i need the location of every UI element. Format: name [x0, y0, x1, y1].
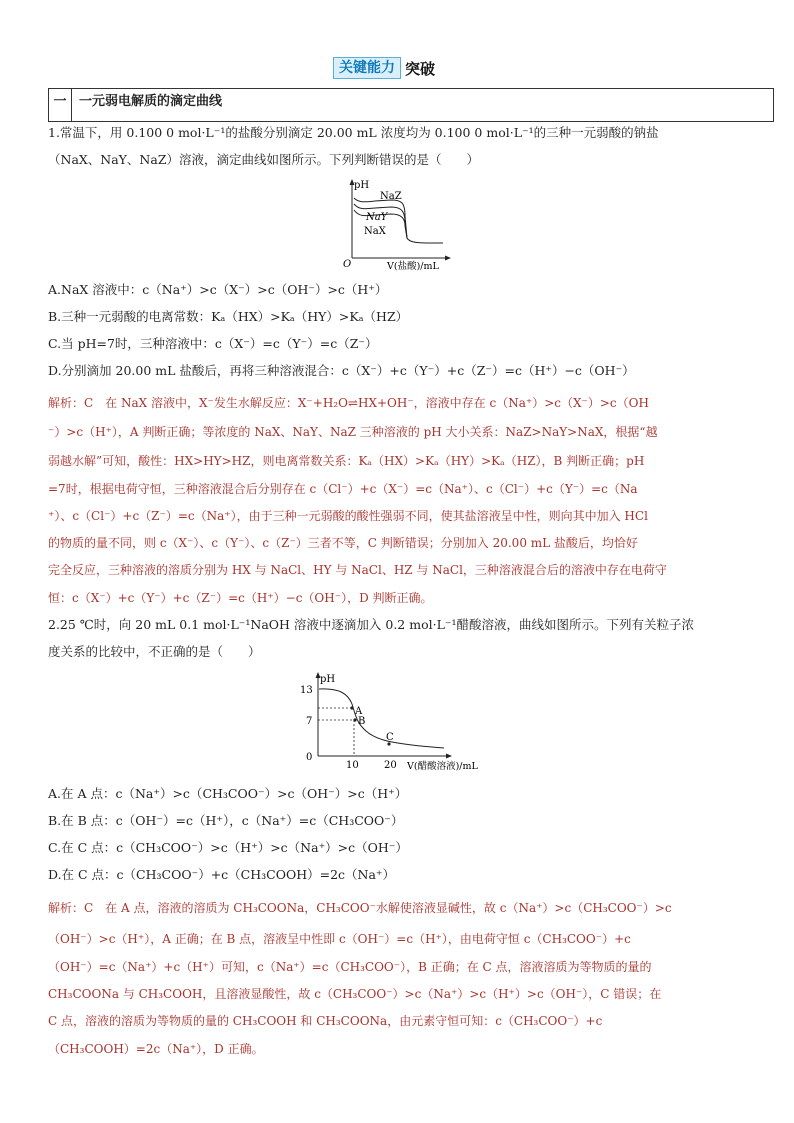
q1-answer-line: 弱越水解”可知，酸性：HX>HY>HZ，则电离常数关系：Kₐ（HX）>Kₐ（HY）>Kₐ（HZ），B 判断正确；pH: [48, 454, 645, 468]
q1-x-arrow: [445, 256, 451, 261]
q2-stem-line: 2.25 ℃时，向 20 mL 0.1 mol·L⁻¹NaOH 溶液中逐滴加入 0.2 mol·L⁻¹醋酸溶液，曲线如图所示。下列有关粒子浓: [48, 617, 694, 632]
section-number: 一: [49, 89, 72, 121]
q1-ylabel: pH: [354, 180, 370, 191]
q1-stem-line: 1.常温下，用 0.100 0 mol·L⁻¹的盐酸分别滴定 20.00 mL 浓度均为 0.100 0 mol·L⁻¹的三种一元弱酸的钠盐: [48, 125, 659, 140]
q2-option-b: B.在 B 点：c（OH⁻）=c（H⁺），c（Na⁺）=c（CH₃COO⁻）: [48, 813, 404, 828]
q2-titration-figure: [296, 668, 506, 774]
q2-xtick-20: 20: [384, 760, 397, 771]
q2-xlabel: V(醋酸溶液)/mL: [407, 761, 478, 772]
q2-answer-line: （OH⁻）=c（Na⁺）+c（H⁺）可知，c（Na⁺）=c（CH₃COO⁻），B 正确；在 C 点，溶液溶质为等物质的量的: [48, 960, 652, 974]
q2-stem-line: 度关系的比较中，不正确的是（ ）: [48, 644, 261, 659]
q1-titration-figure: [335, 176, 455, 274]
q2-answer-line: CH₃COONa 与 CH₃COOH，且溶液显酸性，故 c（CH₃COO⁻）>c（Na⁺）>c（H⁺）>c（OH⁻），C 错误；在: [48, 987, 662, 1001]
q1-answer-line: 的物质的量不同，则 c（X⁻）、c（Y⁻）、c（Z⁻）三者不等，C 判断错误；分别加入 20.00 mL 盐酸后，均恰好: [48, 536, 638, 550]
q1-answer-line: =7时，根据电荷守恒，三种溶液混合后分别存在 c（Cl⁻）+c（X⁻）=c（Na⁺）、c（Cl⁻）+c（Y⁻）=c（Na: [48, 482, 638, 496]
q2-label-c: C: [386, 732, 394, 743]
q2-option-d: D.在 C 点：c（CH₃COO⁻）+c（CH₃COOH）=2c（Na⁺）: [48, 867, 396, 882]
q1-curve-label-naz: NaZ: [380, 191, 402, 202]
q1-answer-line: 解析：C 在 NaX 溶液中，X⁻发生水解反应：X⁻+H₂O⇌HX+OH⁻，溶液中存在 c（Na⁺）>c（X⁻）>c（OH: [48, 396, 649, 410]
q1-stem-line: （NaX、NaY、NaZ）溶液，滴定曲线如图所示。下列判断错误的是（ ）: [48, 152, 480, 167]
q2-label-a: A: [355, 706, 363, 717]
q2-x-arrow: [446, 754, 452, 759]
q2-answer-line: 解析：C 在 A 点，溶液的溶质为 CH₃COONa，CH₃COO⁻水解使溶液显碱性，故 c（Na⁺）>c（CH₃COO⁻）>c: [48, 901, 672, 915]
q1-answer-line: 完全反应，三种溶液的溶质分别为 HX 与 NaCl、HY 与 NaCl、HZ 与 NaCl，三种溶液混合后的溶液中存在电荷守: [48, 563, 667, 577]
q2-xtick-10: 10: [346, 760, 359, 771]
q2-curve: [319, 689, 444, 748]
q1-origin: O: [343, 259, 352, 270]
q2-label-b: B: [358, 716, 366, 727]
header-title: 突破: [405, 59, 436, 78]
q1-answer-line: ⁺）、c（Cl⁻）+c（Z⁻）=c（Na⁺），由于三种一元弱酸的酸性强弱不同，使其盐溶液呈中性，则向其中加入 HCl: [48, 509, 648, 523]
q2-point-b: [353, 718, 356, 721]
q2-ytick-13: 13: [300, 685, 313, 696]
q1-option-c: C.当 pH=7时，三种溶液中：c（X⁻）=c（Y⁻）=c（Z⁻）: [48, 336, 378, 351]
section-title: 一元弱电解质的滴定曲线: [79, 94, 223, 109]
q1-option-a: A.NaX 溶液中：c（Na⁺）>c（X⁻）>c（OH⁻）>c（H⁺）: [48, 282, 388, 297]
section-heading: [48, 88, 774, 122]
q1-answer-line: ⁻）>c（H⁺），A 判断正确；等浓度的 NaX、NaY、NaZ 三种溶液的 pH 大小关系：NaZ>NaY>NaX，根据“越: [48, 425, 658, 439]
q2-ylabel: pH: [320, 674, 336, 685]
q1-option-d: D.分别滴加 20.00 mL 盐酸后，再将三种溶液混合：c（X⁻）+c（Y⁻）+c（Z⁻）=c（H⁺）−c（OH⁻）: [48, 363, 635, 378]
header-badge: 关键能力: [333, 57, 401, 79]
q2-answer-line: C 点，溶液的溶质为等物质的量的 CH₃COOH 和 CH₃COONa，由元素守恒可知：c（CH₃COO⁻）+c: [48, 1014, 603, 1028]
q2-answer-line: （OH⁻）>c（H⁺），A 正确；在 B 点，溶液呈中性即 c（OH⁻）=c（H⁺），由电荷守恒 c（CH₃COO⁻）+c: [48, 932, 631, 946]
q1-answer-line: 恒：c（X⁻）+c（Y⁻）+c（Z⁻）=c（H⁺）−c（OH⁻），D 判断正确。: [48, 591, 433, 605]
q2-option-a: A.在 A 点：c（Na⁺）>c（CH₃COO⁻）>c（OH⁻）>c（H⁺）: [48, 786, 408, 801]
q2-answer-line: （CH₃COOH）=2c（Na⁺），D 正确。: [48, 1042, 264, 1056]
q2-ytick-0: 0: [306, 752, 313, 763]
q1-option-b: B.三种一元弱酸的电离常数：Kₐ（HX）>Kₐ（HY）>Kₐ（HZ）: [48, 309, 409, 324]
q1-curve-label-nax: NaX: [364, 226, 386, 237]
q2-option-c: C.在 C 点：c（CH₃COO⁻）>c（H⁺）>c（Na⁺）>c（OH⁻）: [48, 840, 408, 855]
q2-ytick-7: 7: [306, 716, 313, 727]
q2-point-a: [350, 706, 353, 709]
page-header: [333, 57, 435, 79]
q1-xlabel: V(盐酸)/mL: [387, 261, 439, 272]
q1-curve-label-nay: NaY: [366, 212, 388, 223]
